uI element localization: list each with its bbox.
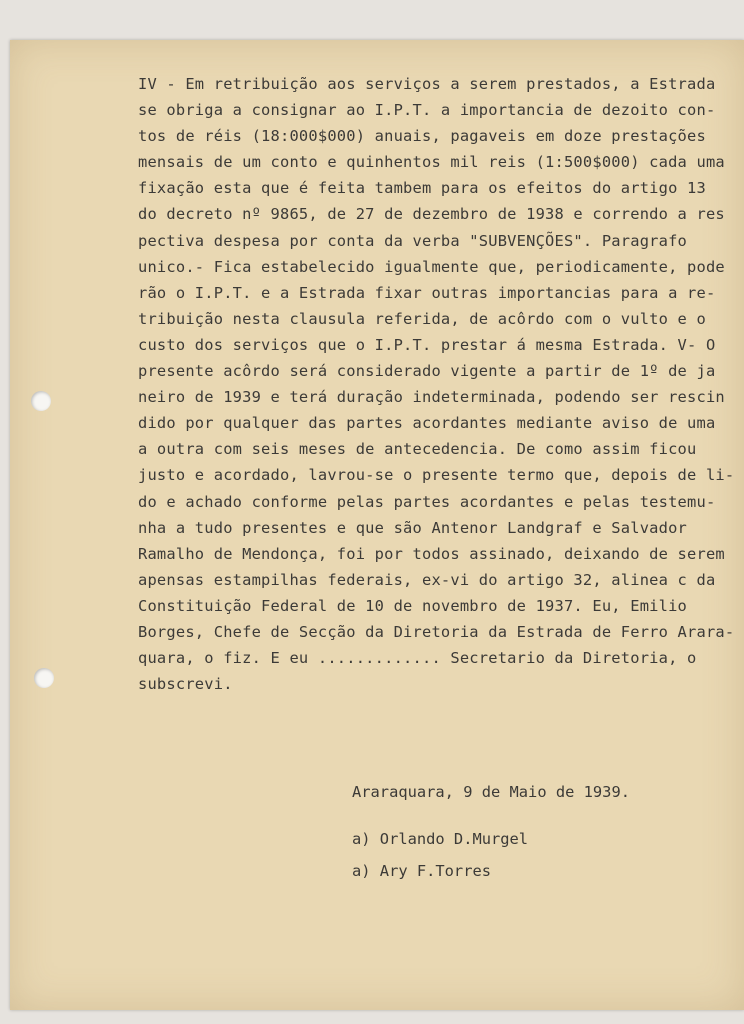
text-line: neiro de 1939 e terá duração indeterminada, podendo ser rescin xyxy=(138,388,725,407)
text-line: presente acôrdo será considerado vigente a partir de 1º de ja xyxy=(138,362,716,381)
text-line: justo e acordado, lavrou-se o presente termo que, depois de li- xyxy=(138,466,735,485)
place-and-date: Araraquara, 9 de Maio de 1939. xyxy=(352,783,630,801)
text-line: apensas estampilhas federais, ex-vi do artigo 32, alinea c da xyxy=(138,570,716,589)
signatory-line: a) Orlando D.Murgel xyxy=(352,830,529,848)
agreement-body-text xyxy=(138,71,734,697)
punch-hole-top xyxy=(31,391,51,411)
text-line: nha a tudo presentes e que são Antenor Landgraf e Salvador xyxy=(138,518,688,537)
text-line: custo dos serviços que o I.P.T. prestar á mesma Estrada. V- O xyxy=(138,335,716,354)
text-line: tos de réis (18:000$000) anuais, pagaveis em doze prestações xyxy=(138,127,706,146)
text-line: dido por qualquer das partes acordantes mediante aviso de uma xyxy=(138,414,716,433)
text-line: do e achado conforme pelas partes acordantes e pelas testemu- xyxy=(138,492,716,511)
punch-hole-bottom xyxy=(34,668,54,688)
text-line: rão o I.P.T. e a Estrada fixar outras importancias para a re- xyxy=(138,283,716,302)
text-line: IV - Em retribuição aos serviços a serem prestados, a Estrada xyxy=(138,75,716,93)
text-line: fixação esta que é feita tambem para os efeitos do artigo 13 xyxy=(138,179,706,198)
text-line: subscrevi. xyxy=(138,675,233,694)
text-line: quara, o fiz. E eu ............. Secretario da Diretoria, o xyxy=(138,649,697,668)
text-line: Ramalho de Mendonça, foi por todos assinado, deixando de serem xyxy=(138,544,725,563)
text-line: tribuição nesta clausula referida, de acôrdo com o vulto e o xyxy=(138,309,706,328)
text-line: se obriga a consignar ao I.P.T. a importancia de dezoito con- xyxy=(138,101,716,120)
text-line: Borges, Chefe de Secção da Diretoria da Estrada de Ferro Arara- xyxy=(138,622,735,641)
text-line: pectiva despesa por conta da verba "SUBVENÇÕES". Paragrafo xyxy=(138,231,688,250)
text-line: Constituição Federal de 10 de novembro de 1937. Eu, Emilio xyxy=(138,596,688,615)
signatory-line: a) Ary F.Torres xyxy=(352,862,491,880)
signatories-block xyxy=(352,823,528,887)
text-line: a outra com seis meses de antecedencia. De como assim ficou xyxy=(138,440,697,459)
text-line: do decreto nº 9865, de 27 de dezembro de 1938 e correndo a res xyxy=(138,205,725,224)
text-line: mensais de um conto e quinhentos mil reis (1:500$000) cada uma xyxy=(138,153,725,172)
text-line: unico.- Fica estabelecido igualmente que, periodicamente, pode xyxy=(138,257,725,276)
